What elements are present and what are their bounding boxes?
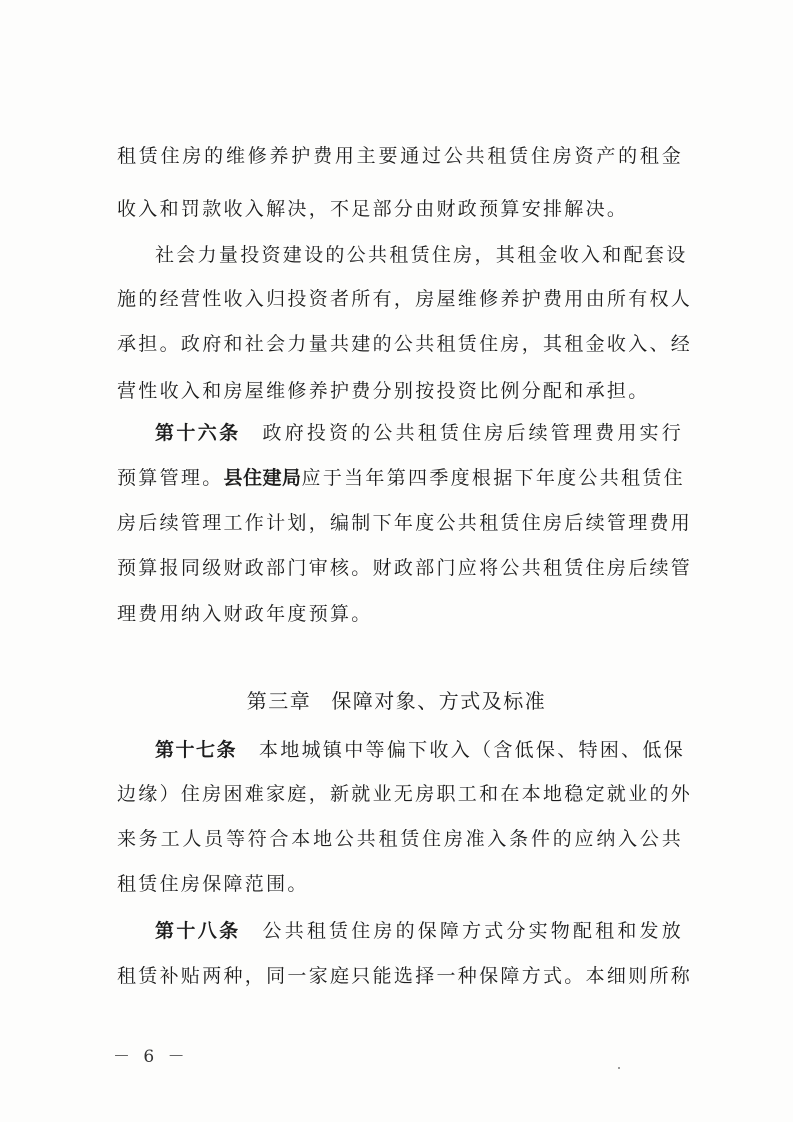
body-text-line: 租赁住房的维修养护费用主要通过公共租赁住房资产的租金 xyxy=(117,145,683,167)
article-number: 第十八条 xyxy=(155,920,241,942)
article-17-line: 租赁住房保障范围。 xyxy=(117,873,309,895)
chapter-title: 保障对象、方式及标准 xyxy=(331,689,547,713)
body-text-line: 施的经营性收入归投资者所有，房屋维修养护费用由所有权人 xyxy=(117,288,693,310)
article-17-line xyxy=(155,735,686,765)
article-text: 公共租赁住房的保障方式分实物配租和发放 xyxy=(262,920,683,942)
article-16-line xyxy=(155,418,683,448)
article-number: 第十六条 xyxy=(155,422,241,444)
article-16-line: 房后续管理工作计划，编制下年度公共租赁住房后续管理费用 xyxy=(117,512,693,534)
article-17-line: 来务工人员等符合本地公共租赁住房准入条件的应纳入公共 xyxy=(117,828,683,850)
body-text-line: 社会力量投资建设的公共租赁住房，其租金收入和配套设 xyxy=(155,244,688,266)
bold-term: 县住建局 xyxy=(223,467,302,489)
scan-speck xyxy=(618,1067,620,1069)
article-18-line: 租赁补贴两种，同一家庭只能选择一种保障方式。本细则所称 xyxy=(117,965,693,987)
article-16-line: 预算报同级财政部门审核。财政部门应将公共租赁住房后续管 xyxy=(117,557,693,579)
article-18-line xyxy=(155,916,683,946)
article-text: 预算管理。 xyxy=(117,467,224,489)
body-text-line: 营性收入和房屋维修养护费分别按投资比例分配和承担。 xyxy=(117,380,650,402)
body-text-line: 承担。政府和社会力量共建的公共租赁住房，其租金收入、经 xyxy=(117,333,693,355)
body-text-line: 收入和罚款收入解决，不足部分由财政预算安排解决。 xyxy=(117,198,629,220)
article-text: 本地城镇中等偏下收入（含低保、特困、低保 xyxy=(259,739,686,761)
chapter-heading xyxy=(0,686,793,716)
article-text: 政府投资的公共租赁住房后续管理费用实行 xyxy=(262,422,683,444)
article-16-line xyxy=(117,463,683,493)
article-16-line: 理费用纳入财政年度预算。 xyxy=(117,603,373,625)
article-17-line: 边缘）住房困难家庭，新就业无房职工和在本地稳定就业的外 xyxy=(117,783,693,805)
chapter-number: 第三章 xyxy=(246,689,312,713)
page-number: － 6 － xyxy=(113,1047,189,1067)
article-text: 应于当年第四季度根据下年度公共租赁住 xyxy=(301,467,685,489)
article-number: 第十七条 xyxy=(155,739,238,761)
